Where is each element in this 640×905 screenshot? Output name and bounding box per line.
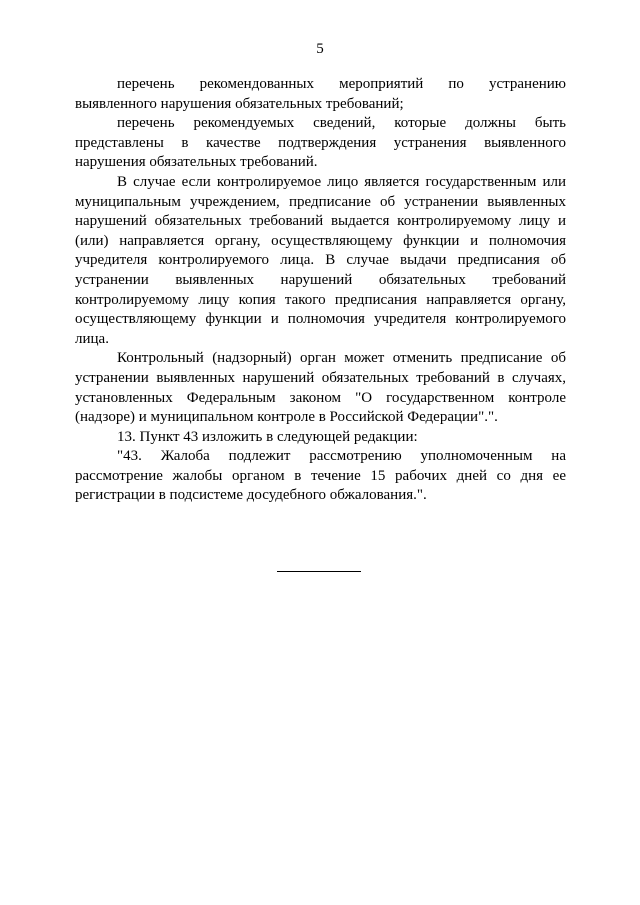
body-paragraph: Контрольный (надзорный) орган может отменить предписание об устранении выявленных нарушений обязательных требований в случаях, установленных Федеральным законом "О государственном контроле (надзоре) и муниципальном контроле в Российской Федерации".". — [75, 350, 566, 426]
closing-divider — [277, 571, 361, 572]
body-paragraph: В случае если контролируемое лицо является государственным или муниципальным учреждением, предписание об устранении выявленных нарушений обязательных требований выдается контролируемому лицу и (или) направляется органу, осуществляющему функции и полномочия учредителя контролируемого лица. В случае выдачи предписания об устранении выявленных нарушений обязательных требований контролируемому лицу копия такого предписания направляется органу, осуществляющему функции и полномочия учредителя контролируемого лица. — [75, 173, 566, 347]
page-number: 5 — [316, 41, 324, 57]
body-paragraph: "43. Жалоба подлежит рассмотрению уполномоченным на рассмотрение жалобы органом в течение 15 рабочих дней со дня ее регистрации в подсистеме досудебного обжалования.". — [75, 448, 566, 504]
document-body — [75, 75, 566, 506]
body-paragraph: перечень рекомендованных мероприятий по устранению выявленного нарушения обязательных требований; — [75, 76, 566, 112]
body-paragraph: 13. Пункт 43 изложить в следующей редакции: — [117, 428, 418, 445]
body-paragraph: перечень рекомендуемых сведений, которые должны быть представлены в качестве подтверждения устранения выявленного нарушения обязательных требований. — [75, 115, 566, 171]
